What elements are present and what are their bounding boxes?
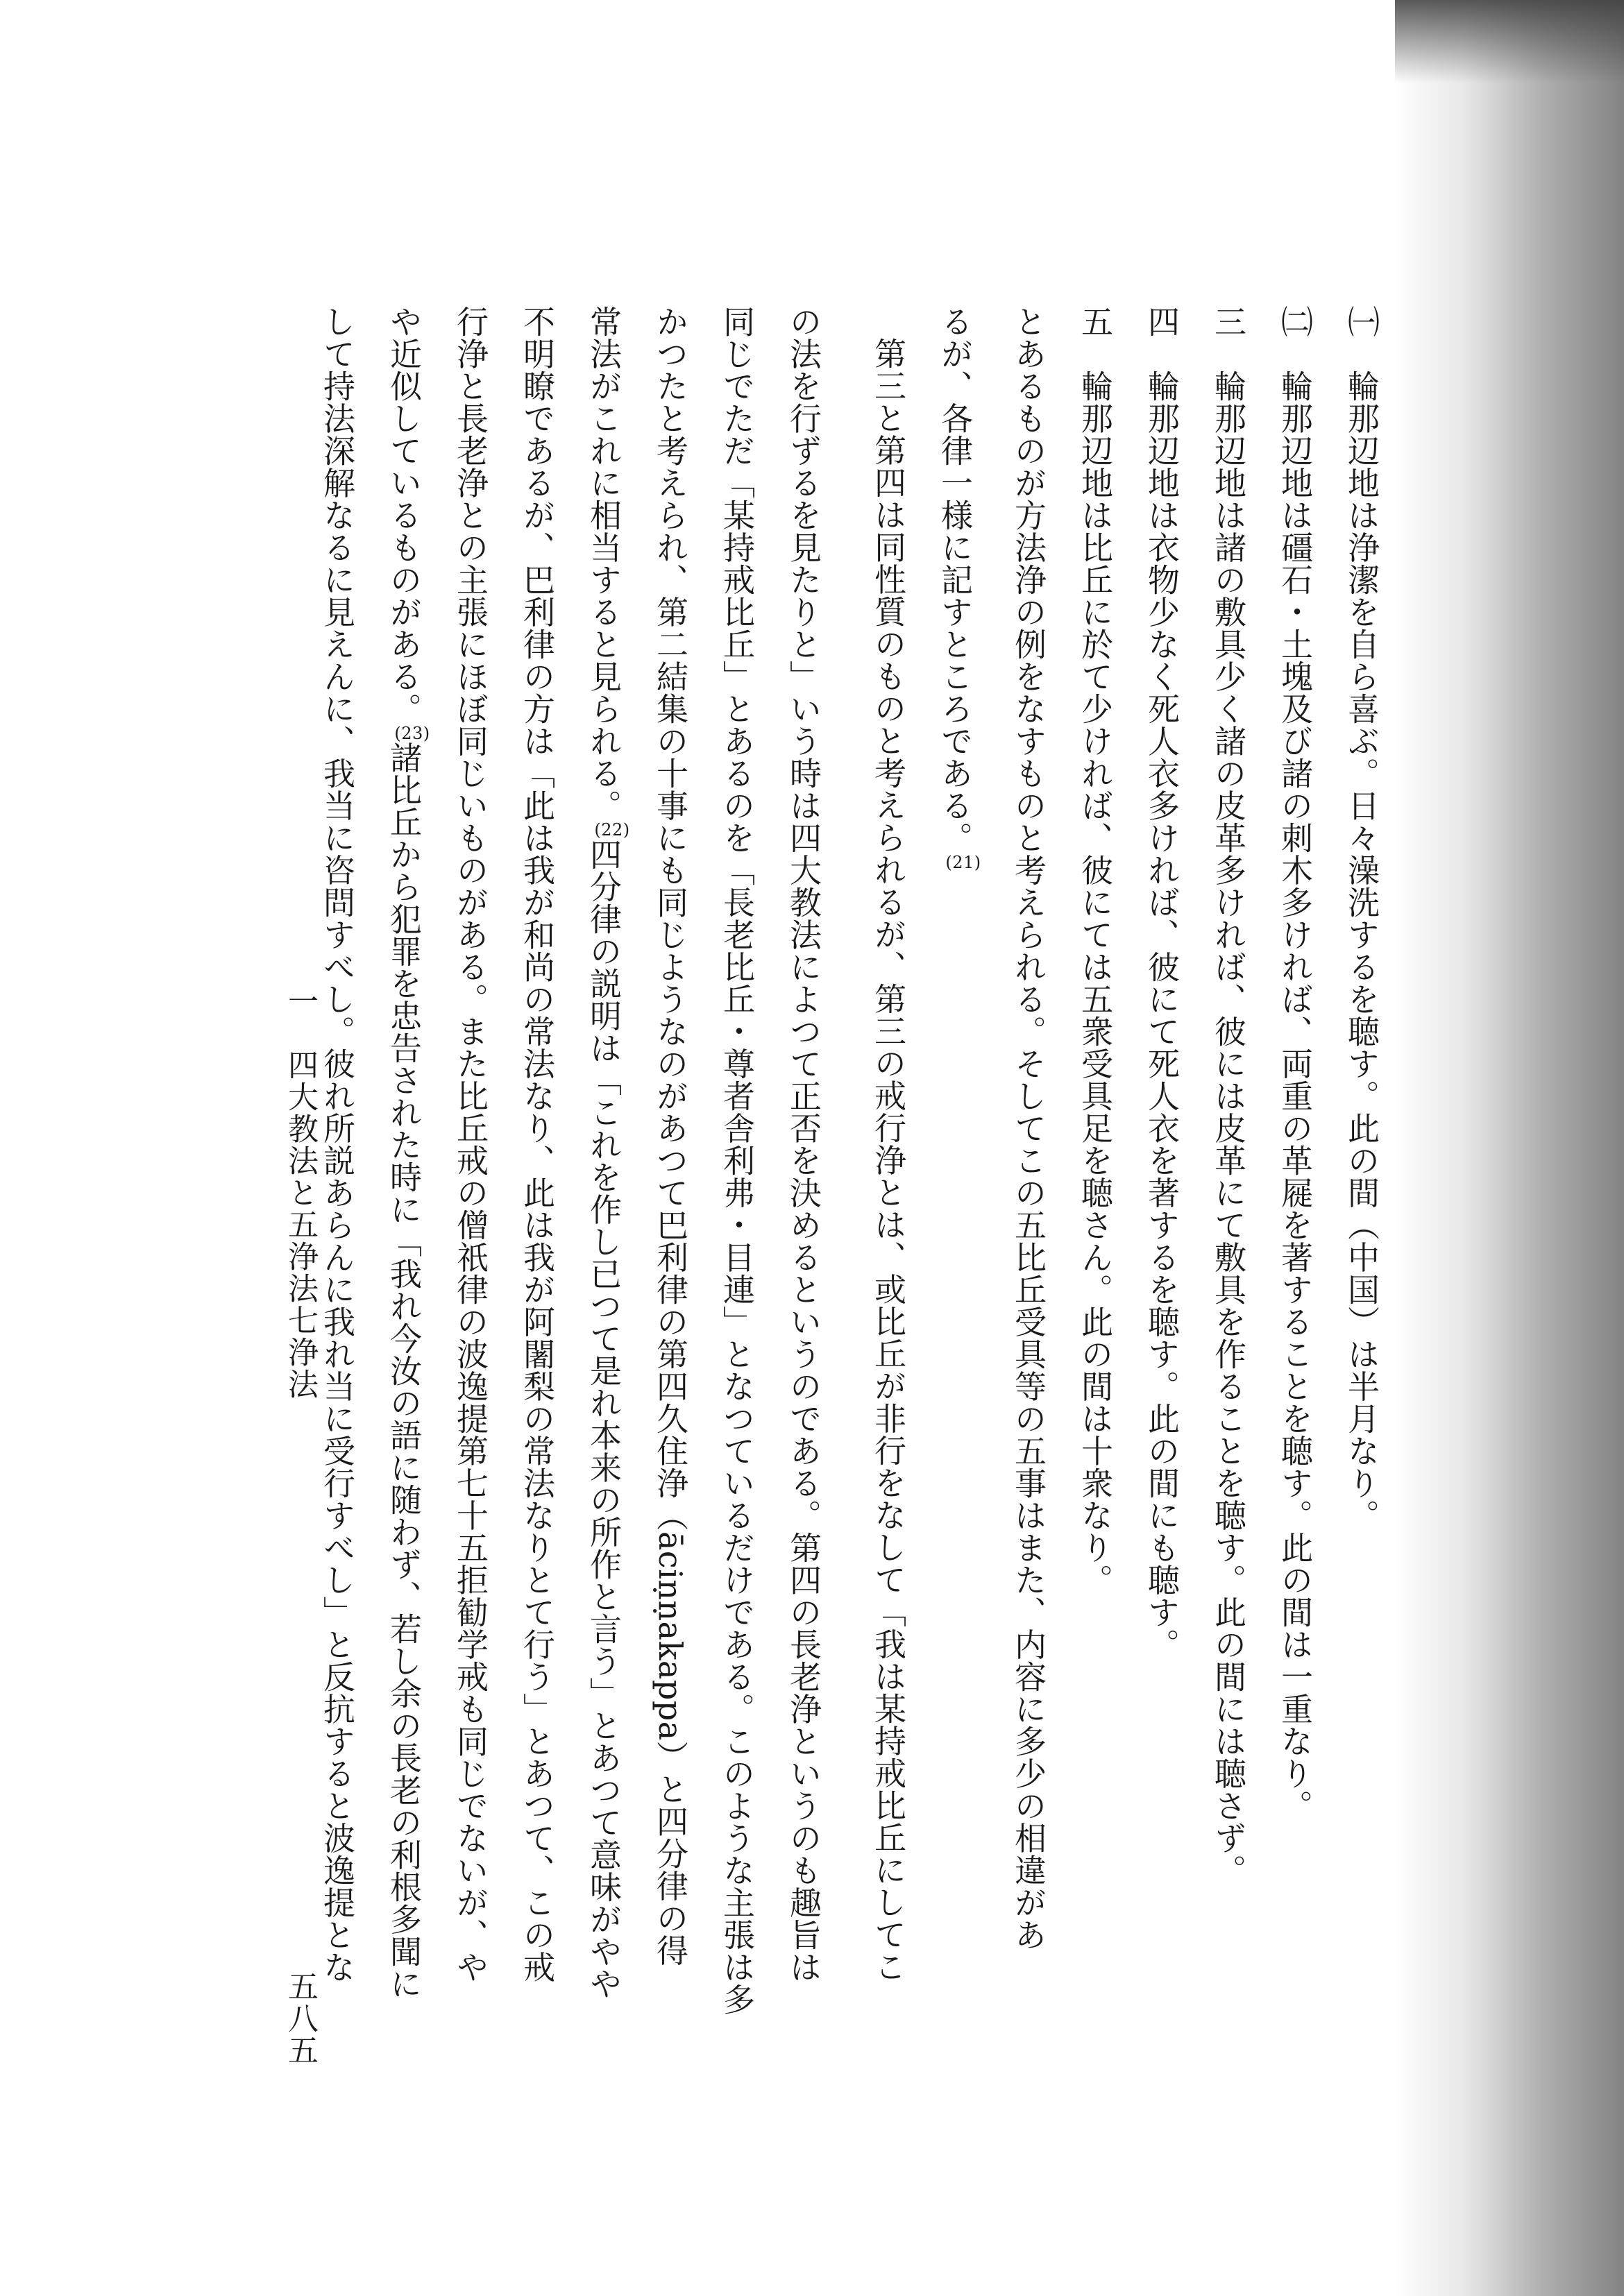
text-line-10: 同じでただ「某持戒比丘」とあるのを「長老比丘・尊者舎利弗・目連」となつているだけである。このような主張は多	[718, 305, 756, 2016]
running-title: 一 四大教法と五浄法七浄法	[282, 985, 318, 1400]
text-line-6: とあるものが方法浄の例をなすものと考えられる。そしてこの五比丘受具等の五事はまた、内容に多少の相違があ	[1010, 305, 1047, 1951]
footnote-ref-22: (22)	[594, 820, 630, 840]
text-line-7: るが、各律一様に記すところである。(21)	[936, 305, 981, 872]
footnote-ref-21: (21)	[945, 852, 981, 872]
text-line-1: ㈠ 輪那辺地は浄潔を自ら喜ぶ。日々澡洗するを聴す。此の間（中国）は半月なり。	[1343, 305, 1380, 1531]
page-number: 五八五	[282, 1971, 318, 2066]
footnote-ref-23: (23)	[394, 723, 430, 743]
text-line-12: 常法がこれに相当すると見られる。(22)四分律の説明は「これを作し已つて是れ本来の所作と言う」とあつて意味がやや	[585, 305, 630, 2000]
text-line-4: 四 輪那辺地は衣物少なく死人衣多ければ、彼にて死人衣を著するを聴す。此の間にも聴す。	[1143, 305, 1181, 1660]
scan-edge-shadow	[1395, 0, 1624, 2296]
text-line-8: 第三と第四は同性質のものと考えられるが、第三の戒行浄とは、或比丘が非行をなして「我は某持戒比丘にしてこ	[870, 337, 907, 1983]
text-line-16: して持法深解なるに見えんに、我当に咨問すべし。彼れ所説あらんに我れ当に受行すべし」と反抗すると波逸提とな	[319, 305, 356, 1983]
body-text	[304, 305, 1395, 2026]
text-line-15: や近似しているものがある。(23)諸比丘から犯罪を忠告された時に「我れ今汝の語に随わず、若し余の長老の利根多聞に	[385, 305, 430, 2000]
text-line-13: 不明瞭であるが、巴利律の方は「此は我が和尚の常法なり、此は我が阿闍梨の常法なりとて行う」とあつて、この戒	[518, 305, 556, 1983]
text-line-9: の法を行ずるを見たりと」いう時は四大教法によつて正否を決めるというのである。第四の長老浄というのも趣旨は	[785, 305, 822, 1983]
scan-corner-shadow	[1395, 0, 1624, 83]
text-line-5: 五 輪那辺地は比丘に於て少ければ、彼にては五衆受具足を聴さん。此の間は十衆なり。	[1076, 305, 1114, 1596]
text-line-3: 三 輪那辺地は諸の敷具少く諸の皮革多ければ、彼には皮革にて敷具を作ることを聴す。此の間には聴さず。	[1210, 305, 1247, 1887]
text-line-14: 行浄と長老浄との主張にほぼ同じいものがある。また比丘戒の僧祇律の波逸提第七十五拒勧学戒も同じでないが、や	[452, 305, 489, 1983]
text-line-2: ㈡ 輪那辺地は礓石・土塊及び諸の刺木多ければ、両重の革屣を著することを聴す。此の間は一重なり。	[1276, 305, 1314, 1822]
text-line-11: かつたと考えられ、第二結集の十事にも同じようなのがあつて巴利律の第四久住浄（āciṇṇakappa）と四分律の得	[652, 305, 689, 1967]
